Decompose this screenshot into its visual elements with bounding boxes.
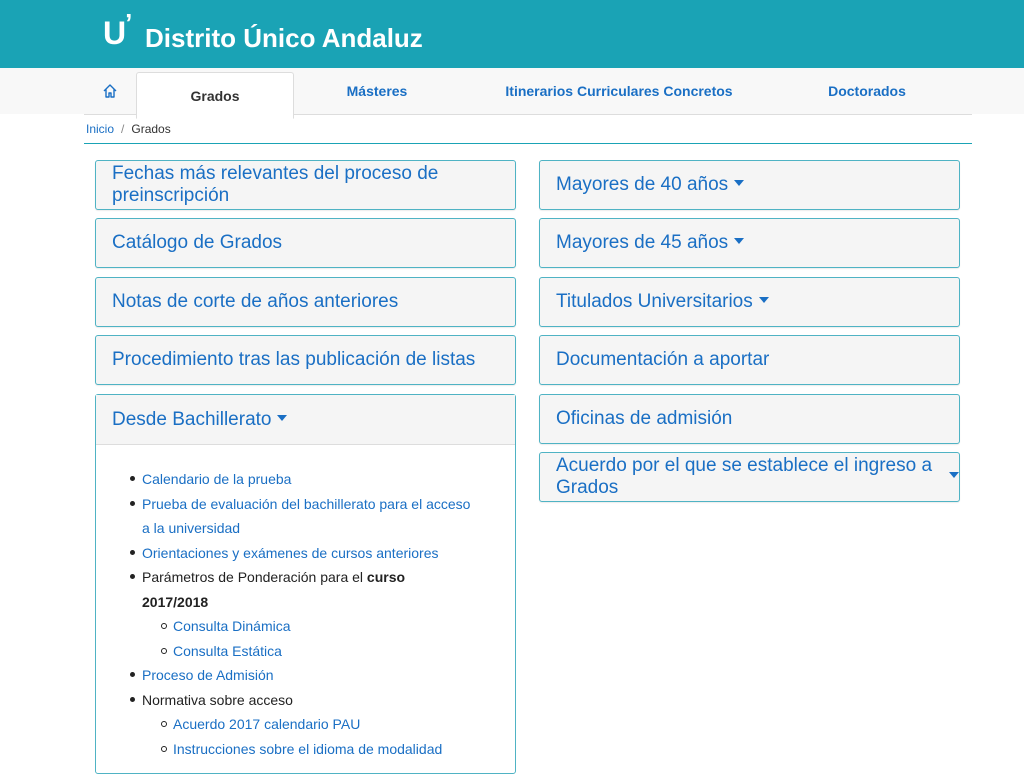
sub-list-item	[173, 737, 472, 762]
breadcrumb-current: Grados	[131, 122, 171, 136]
nav-tabs	[84, 68, 972, 115]
site-title[interactable]: Distrito Único Andaluz	[145, 23, 423, 53]
panel-mayores-40[interactable]	[539, 160, 960, 210]
link-prueba-evaluacion[interactable]: Prueba de evaluación del bachillerato para el acceso a la universidad	[142, 495, 471, 536]
caret-down-icon	[277, 415, 287, 421]
panel-notas-corte[interactable]	[95, 277, 516, 327]
list-item	[142, 565, 472, 663]
breadcrumb	[86, 122, 171, 136]
caret-down-icon	[759, 297, 769, 303]
breadcrumb-divider	[84, 143, 972, 144]
panel-label: Procedimiento tras las publicación de listas	[112, 349, 476, 370]
tab-grados[interactable]	[136, 72, 294, 119]
parametros-curso: curso 2017/2018	[142, 569, 406, 610]
tab-label: Itinerarios Curriculares Concretos	[505, 83, 733, 99]
panel-label: Acuerdo por el que se establece el ingreso a Grados	[556, 455, 933, 498]
link-instrucciones-idioma[interactable]: Instrucciones sobre el idioma de modalidad	[173, 740, 443, 757]
tab-itinerarios[interactable]	[484, 68, 754, 114]
panel-fechas[interactable]	[95, 160, 516, 210]
tab-label: Másteres	[346, 83, 408, 99]
list-item	[142, 541, 472, 566]
panel-label: Documentación a aportar	[556, 349, 770, 370]
link-consulta-estatica[interactable]: Consulta Estática	[173, 642, 282, 659]
home-icon	[102, 83, 118, 99]
link-proceso-admision[interactable]: Proceso de Admisión	[142, 667, 274, 683]
panel-titulados[interactable]	[539, 277, 960, 327]
panel-label: Mayores de 40 años	[556, 174, 729, 195]
normativa-label: Normativa sobre acceso	[142, 691, 293, 708]
caret-down-icon	[949, 472, 959, 478]
list-item	[142, 688, 472, 762]
logo-letter: U	[103, 15, 126, 51]
panel-label: Desde Bachillerato	[112, 408, 272, 430]
list-item	[142, 467, 472, 492]
normativa-sublist	[142, 712, 472, 761]
caret-down-icon	[734, 238, 744, 244]
link-orientaciones[interactable]: Orientaciones y exámenes de cursos anteriores	[142, 544, 439, 561]
site-logo[interactable]	[103, 8, 132, 54]
breadcrumb-separator: /	[121, 122, 125, 136]
logo-accent: ’	[125, 8, 132, 38]
list-item	[142, 492, 472, 541]
panel-catalogo[interactable]	[95, 218, 516, 268]
link-consulta-dinamica[interactable]: Consulta Dinámica	[173, 618, 291, 634]
list-item	[142, 663, 472, 688]
panel-oficinas[interactable]	[539, 394, 960, 444]
panel-label: Mayores de 45 años	[556, 232, 729, 253]
panel-label: Fechas más relevantes del proceso de preinscripción	[112, 163, 439, 206]
parametros-label: Parámetros de Ponderación para el	[142, 569, 367, 585]
link-acuerdo-pau[interactable]: Acuerdo 2017 calendario PAU	[173, 716, 361, 732]
bachillerato-links	[142, 467, 472, 761]
sub-list-item	[173, 614, 472, 639]
panel-bachillerato-header[interactable]	[96, 395, 515, 445]
parametros-sublist	[142, 614, 472, 663]
home-tab[interactable]	[84, 68, 136, 114]
panel-bachillerato	[95, 394, 516, 774]
main-nav	[0, 68, 1024, 114]
panel-documentacion[interactable]	[539, 335, 960, 385]
panel-acuerdo-ingreso[interactable]	[539, 452, 960, 502]
sub-list-item	[173, 639, 472, 664]
panel-label: Notas de corte de años anteriores	[112, 291, 399, 312]
tab-masteres[interactable]	[292, 68, 462, 114]
site-header	[0, 0, 1024, 68]
panel-label: Titulados Universitarios	[556, 291, 753, 312]
caret-down-icon	[734, 180, 744, 186]
tab-doctorados[interactable]	[784, 68, 950, 114]
tab-label: Grados	[190, 87, 240, 104]
sub-list-item	[173, 712, 472, 737]
panel-label: Catálogo de Grados	[112, 232, 283, 253]
tab-label: Doctorados	[828, 83, 906, 99]
panel-mayores-45[interactable]	[539, 218, 960, 268]
link-calendario[interactable]: Calendario de la prueba	[142, 471, 292, 487]
panel-procedimiento[interactable]	[95, 335, 516, 385]
breadcrumb-home-link[interactable]: Inicio	[86, 122, 115, 136]
panel-label: Oficinas de admisión	[556, 408, 733, 429]
